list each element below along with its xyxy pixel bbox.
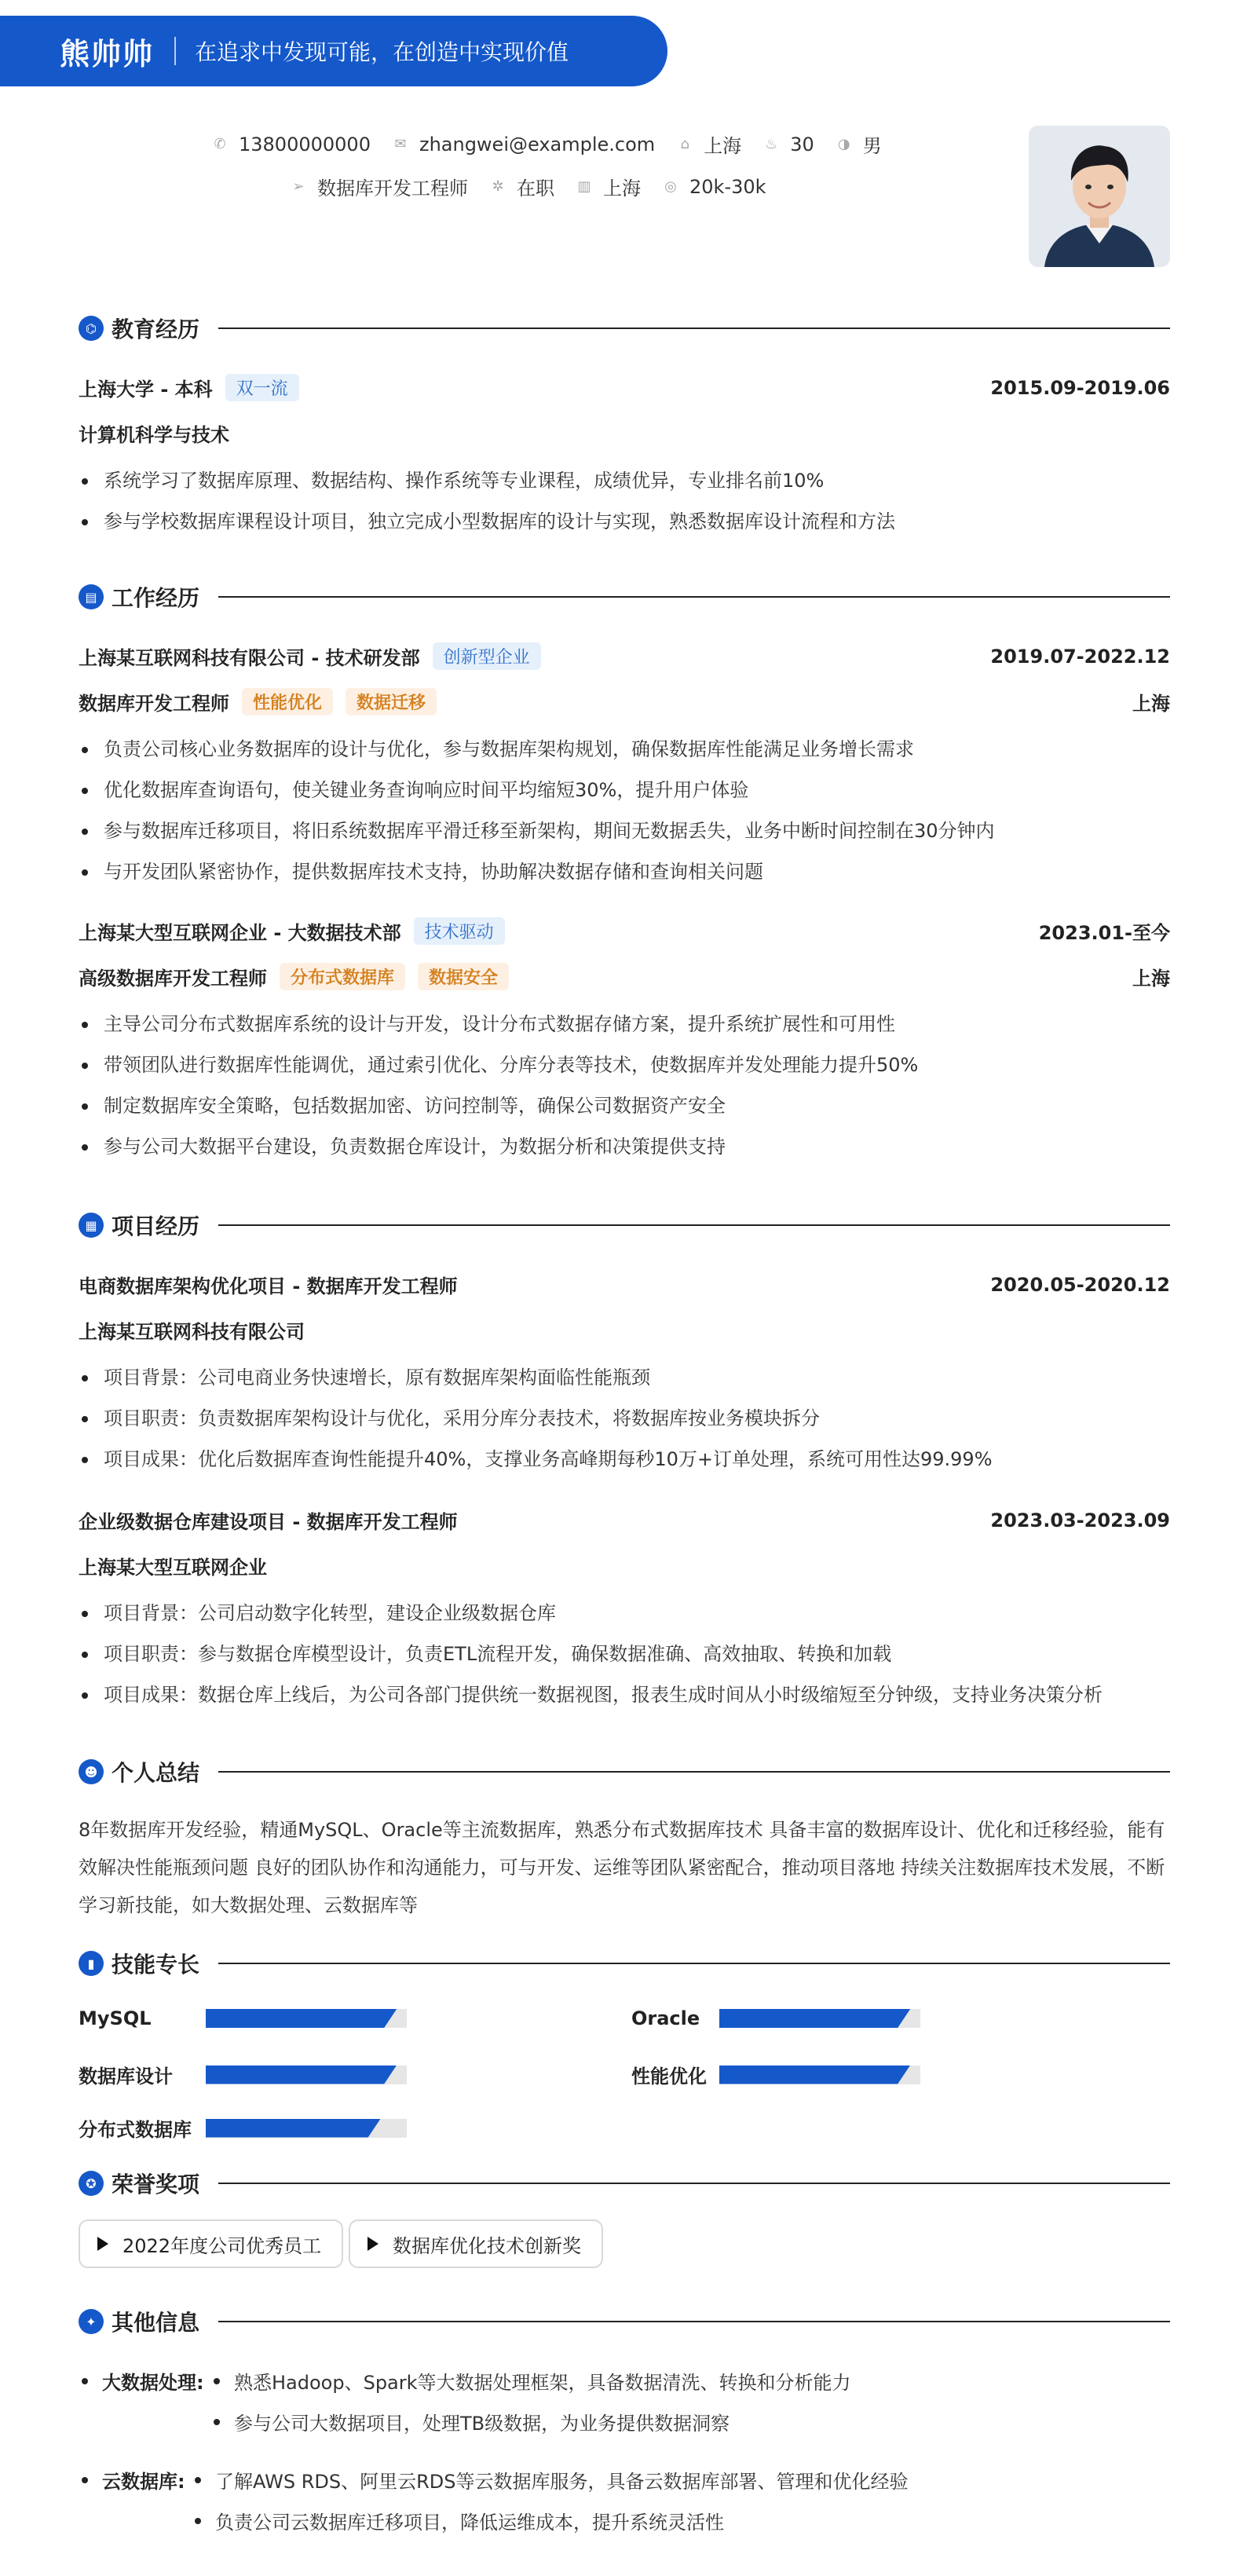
skill-bar [719, 2066, 920, 2084]
play-icon [97, 2237, 108, 2251]
mail-icon: ✉ [394, 136, 407, 152]
header-divider [174, 37, 176, 65]
coin-icon: ◎ [664, 178, 677, 195]
city-text: 上海 [704, 135, 742, 157]
avatar-portrait [1029, 126, 1170, 267]
bullet-dot [82, 2378, 88, 2384]
school-name: 上海大学 - 本科 [79, 379, 213, 401]
company-name: 上海某大型互联网企业 - 大数据技术部 [79, 922, 401, 944]
list-item: 制定数据库安全策略，包括数据加密、访问控制等，确保公司数据资产安全 [79, 1085, 1170, 1126]
work-2-bullets [79, 1004, 1170, 1167]
section-title-projects: 项目经历 [112, 1213, 200, 1239]
section-skills [79, 1948, 1170, 1979]
section-title-education: 教育经历 [112, 317, 200, 342]
status-text: 在职 [517, 177, 554, 199]
role-tag: 数据安全 [418, 963, 509, 990]
project-date: 2023.03-2023.09 [990, 1509, 1170, 1531]
other-value: 熟悉Hadoop、Spark等大数据处理框架，具备数据清洗、转换和分析能力 [210, 2367, 851, 2395]
job-text: 数据库开发工程师 [317, 177, 468, 199]
list-item: 优化数据库查询语句，使关键业务查询响应时间平均缩短30%，提升用户体验 [79, 770, 1170, 810]
grid-icon: ▦ [79, 1213, 104, 1238]
phone-icon: ✆ [214, 136, 226, 152]
job-info [289, 173, 468, 200]
summary-line: 效解决性能瓶颈问题 良好的团队协作和沟通能力，可与开发、运维等团队紧密配合，推动项目落地 持续关注数据库技术发展，不断 [79, 1857, 1165, 1879]
summary-line: 8年数据库开发经验，精通MySQL、Oracle等主流数据库，熟悉分布式数据库技术 具备丰富的数据库设计、优化和迁移经验，能有 [79, 1819, 1165, 1841]
section-divider [218, 596, 1170, 598]
work-2-role-row [79, 963, 1170, 990]
role-tag: 分布式数据库 [280, 963, 405, 990]
salary-info [661, 176, 766, 198]
other-value: 了解AWS RDS、阿里云RDS等云数据库服务，具备云数据库部署、管理和优化经验 [192, 2466, 908, 2494]
list-item: 系统学习了数据库原理、数据结构、操作系统等专业课程，成绩优异，专业排名前10% [79, 460, 1170, 501]
list-item: 项目职责：负责数据库架构设计与优化，采用分库分表技术，将数据库按业务模块拆分 [79, 1398, 1170, 1439]
skill-bar [206, 2119, 407, 2138]
project-2-head [79, 1506, 1170, 1534]
user-icon: ☻ [79, 1759, 104, 1784]
skill-label: 数据库设计 [79, 2066, 173, 2088]
other-key: 大数据处理: [102, 2372, 204, 2394]
list-item: 主导公司分布式数据库系统的设计与开发，设计分布式数据存储方案，提升系统扩展性和可用性 [79, 1004, 1170, 1045]
home-icon: ⌂ [680, 136, 689, 152]
honor-label: 数据库优化技术创新奖 [393, 2234, 581, 2257]
company-name: 上海某互联网科技有限公司 - 技术研发部 [79, 647, 420, 669]
project-1-bullets [79, 1357, 1170, 1480]
project-2-company-row [79, 1552, 1170, 1579]
section-honors [79, 2168, 1170, 2199]
list-item: 带领团队进行数据库性能调优，通过索引优化、分库分表等技术，使数据库并发处理能力提升50% [79, 1045, 1170, 1085]
section-title-honors: 荣誉奖项 [112, 2172, 200, 2197]
summary-line: 学习新技能，如大数据处理、云数据库等 [79, 1894, 418, 1916]
section-divider [218, 2183, 1170, 2184]
target-city-text: 上海 [603, 177, 641, 199]
section-projects [79, 1209, 1170, 1241]
skill-bar-fill [206, 2066, 397, 2084]
city-info [675, 130, 741, 158]
graduation-icon: ⌬ [79, 316, 104, 341]
basic-info-row-1 [210, 130, 902, 158]
award-icon: ✪ [79, 2171, 104, 2196]
work-date: 2023.01-至今 [1038, 922, 1170, 944]
work-1-role-row [79, 688, 1170, 715]
gender-info [835, 130, 882, 158]
section-divider [218, 1771, 1170, 1773]
skill-bar-fill [719, 2009, 910, 2028]
skill-distributed-db [79, 2114, 407, 2142]
gender-text: 男 [862, 135, 882, 157]
summary-text [79, 1811, 1170, 1924]
project-company: 上海某大型互联网企业 [79, 1557, 267, 1579]
skill-oracle [631, 2007, 920, 2029]
education-major-row [79, 419, 1170, 447]
avatar [1029, 126, 1170, 267]
skill-performance [631, 2061, 920, 2088]
work-1-bullets [79, 729, 1170, 892]
skill-label: Oracle [631, 2007, 700, 2029]
list-item: 负责公司核心业务数据库的设计与优化，参与数据库架构规划，确保数据库性能满足业务增长需求 [79, 729, 1170, 770]
honor-label: 2022年度公司优秀员工 [123, 2234, 322, 2257]
skill-mysql [79, 2007, 407, 2029]
header-banner [0, 16, 667, 86]
bullet-dot [82, 2477, 88, 2483]
skill-bar [206, 2066, 407, 2084]
work-2-head [79, 917, 1170, 945]
list-item: 项目成果：数据仓库上线后，为公司各部门提供统一数据视图，报表生成时间从小时级缩短至分钟级，支持业务决策分析 [79, 1674, 1170, 1715]
salary-text: 20k-30k [689, 175, 766, 198]
project-company: 上海某互联网科技有限公司 [79, 1321, 305, 1343]
target-city-info [575, 173, 641, 200]
project-1-head [79, 1271, 1170, 1298]
age-text: 30 [790, 133, 814, 156]
section-title-skills: 技能专长 [112, 1952, 200, 1978]
major-name: 计算机科学与技术 [79, 424, 229, 446]
work-location: 上海 [1132, 968, 1170, 990]
role-name: 数据库开发工程师 [79, 693, 229, 715]
school-tag: 双一流 [225, 374, 299, 401]
section-summary [79, 1756, 1170, 1787]
skill-bar-fill [719, 2066, 910, 2084]
gender-icon: ◑ [837, 136, 850, 152]
company-tag: 技术驱动 [414, 917, 505, 945]
education-head [79, 374, 1170, 401]
project-1-company-row [79, 1316, 1170, 1344]
list-item: 参与公司大数据平台建设，负责数据仓库设计，为数据分析和决策提供支持 [79, 1126, 1170, 1167]
age-info [762, 134, 814, 156]
briefcase-icon: ▤ [79, 584, 104, 609]
skill-db-design [79, 2061, 407, 2088]
loading-icon: ✲ [492, 178, 504, 195]
candidate-motto: 在追求中发现可能，在创造中实现价值 [195, 39, 569, 65]
cake-icon: ♨ [765, 136, 778, 152]
other-value: 负责公司云数据库迁移项目，降低运维成本，提升系统灵活性 [192, 2507, 724, 2534]
skill-label: MySQL [79, 2007, 152, 2029]
skill-bar [206, 2009, 407, 2028]
education-bullets [79, 460, 1170, 542]
section-divider [218, 327, 1170, 329]
work-location: 上海 [1132, 693, 1170, 715]
list-item: 项目职责：参与数据仓库模型设计，负责ETL流程开发，确保数据准确、高效抽取、转换和加载 [79, 1634, 1170, 1674]
skill-label: 分布式数据库 [79, 2119, 192, 2141]
section-work [79, 581, 1170, 613]
list-item: 项目背景：公司启动数字化转型，建设企业级数据仓库 [79, 1593, 1170, 1634]
section-other [79, 2306, 1170, 2337]
section-education [79, 313, 1170, 344]
role-tag: 数据迁移 [346, 688, 437, 715]
other-value: 参与公司大数据项目，处理TB级数据，为业务提供数据洞察 [210, 2408, 730, 2435]
list-item: 项目背景：公司电商业务快速增长，原有数据库架构面临性能瓶颈 [79, 1357, 1170, 1398]
section-title-other: 其他信息 [112, 2310, 200, 2336]
send-icon: ➢ [292, 178, 305, 195]
list-item: 项目成果：优化后数据库查询性能提升40%，支撑业务高峰期每秒10万+订单处理，系统可用性达99.99% [79, 1439, 1170, 1480]
list-item: 参与数据库迁移项目，将旧系统数据库平滑迁移至新架构，期间无数据丢失，业务中断时间控制在30分钟内 [79, 810, 1170, 851]
section-divider [218, 1224, 1170, 1226]
project-title: 电商数据库架构优化项目 - 数据库开发工程师 [79, 1275, 458, 1297]
list-item: 参与学校数据库课程设计项目，独立完成小型数据库的设计与实现，熟悉数据库设计流程和方法 [79, 501, 1170, 542]
skill-bar-fill [206, 2009, 397, 2028]
play-icon [368, 2237, 378, 2251]
project-date: 2020.05-2020.12 [990, 1273, 1170, 1296]
project-title: 企业级数据仓库建设项目 - 数据库开发工程师 [79, 1511, 458, 1533]
email-info [391, 134, 655, 156]
work-1-head [79, 642, 1170, 670]
skill-bar [719, 2009, 920, 2028]
company-tag: 创新型企业 [433, 642, 541, 670]
role-name: 高级数据库开发工程师 [79, 968, 267, 990]
building-icon: ▥ [577, 178, 591, 195]
project-2-bullets [79, 1593, 1170, 1715]
skill-label: 性能优化 [631, 2066, 707, 2088]
education-date: 2015.09-2019.06 [990, 376, 1170, 399]
work-date: 2019.07-2022.12 [990, 645, 1170, 668]
email-text: zhangwei@example.com [419, 133, 656, 156]
basic-info-row-2 [289, 173, 787, 200]
role-tag: 性能优化 [242, 688, 333, 715]
skill-bar-fill [206, 2119, 381, 2138]
candidate-name: 熊帅帅 [60, 36, 155, 71]
phone-info [210, 134, 371, 156]
chart-icon: ▮ [79, 1951, 104, 1976]
section-title-work: 工作经历 [112, 585, 200, 611]
phone-text: 13800000000 [239, 133, 371, 156]
list-item: 与开发团队紧密协作，提供数据库技术支持，协助解决数据存储和查询相关问题 [79, 851, 1170, 892]
status-info [488, 173, 554, 200]
honor-item [349, 2219, 603, 2268]
section-title-summary: 个人总结 [112, 1760, 200, 1786]
star-icon: ✦ [79, 2309, 104, 2334]
section-divider [218, 1963, 1170, 1964]
other-key: 云数据库: [102, 2471, 185, 2493]
section-divider [218, 2321, 1170, 2322]
honor-item [79, 2219, 343, 2268]
